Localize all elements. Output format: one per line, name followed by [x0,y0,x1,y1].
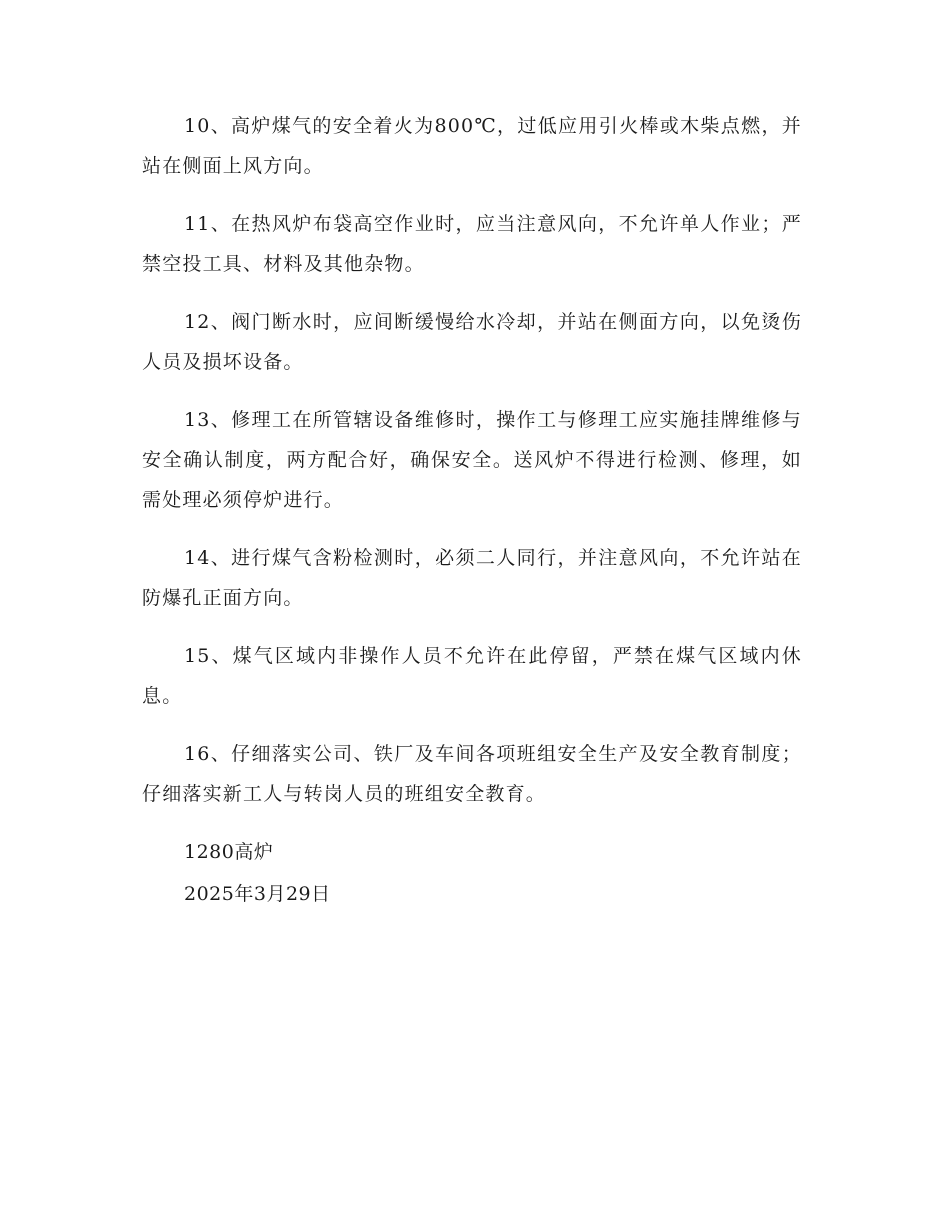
paragraph-12: 12、阀门断水时，应间断缓慢给水冷却，并站在侧面方向，以免烫伤人员及损坏设备。 [142,311,802,373]
paragraph-16: 16、仔细落实公司、铁厂及车间各项班组安全生产及安全教育制度；仔细落实新工人与转岗人员的班组安全教育。 [142,743,802,805]
document-page [142,106,802,914]
paragraph-13: 13、修理工在所管辖设备维修时，操作工与修理工应实施挂牌维修与安全确认制度，两方配合好，确保安全。送风炉不得进行检测、修理，如需处理必须停炉进行。 [142,409,802,511]
paragraph-10: 10、高炉煤气的安全着火为800℃，过低应用引火棒或木柴点燃，并站在侧面上风方向。 [142,115,802,177]
paragraph-11: 11、在热风炉布袋高空作业时，应当注意风向，不允许单人作业；严禁空投工具、材料及其他杂物。 [142,213,802,275]
paragraph-15: 15、煤气区域内非操作人员不允许在此停留，严禁在煤气区域内休息。 [142,645,802,707]
signature-organization: 1280高炉 [184,841,274,863]
signature-date: 2025年3月29日 [184,883,331,905]
paragraph-14: 14、进行煤气含粉检测时，必须二人同行，并注意风向，不允许站在防爆孔正面方向。 [142,547,802,609]
